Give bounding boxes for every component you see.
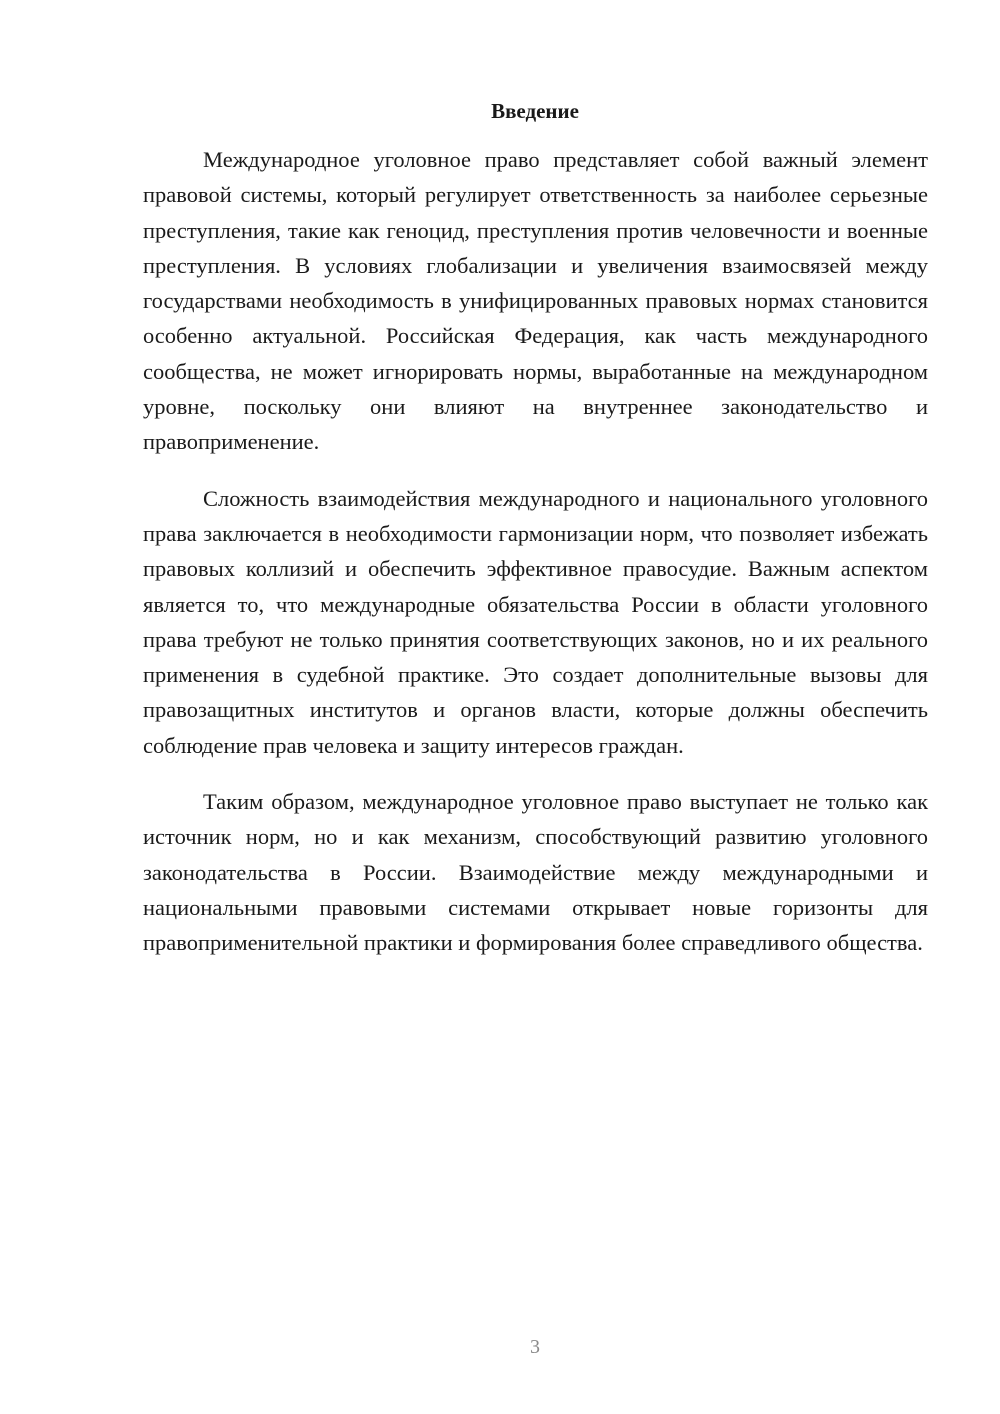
- document-body: [143, 142, 928, 982]
- page-number: 3: [530, 1336, 540, 1358]
- paragraph-3: Таким образом, международное уголовное право выступает не только как источник норм, но и как механизм, способствующий развитию уголовного законодательства в России. Взаимодействие между международными и национальными правовыми системами открывает новые горизонты для правоприменительной практики и формирования более справедливого общества.: [143, 789, 928, 956]
- paragraph-2: Сложность взаимодействия международного и национального уголовного права заключается в необходимости гармонизации норм, что позволяет избежать правовых коллизий и обеспечить эффективное правосудие. Важным аспектом является то, что международные обязательства России в области уголовного права требуют не только принятия соответствующих законов, но и их реального применения в судебной практике. Это создает дополнительные вызовы для правозащитных институтов и органов власти, которые должны обеспечить соблюдение прав человека и защиту интересов граждан.: [143, 485, 928, 758]
- page-title: Введение: [491, 99, 579, 123]
- paragraph-1: Международное уголовное право представляет собой важный элемент правовой системы, который регулирует ответственность за наиболее серьезные преступления, такие как геноцид, преступления против человечности и военные преступления. В условиях глобализации и увеличения взаимосвязей между государствами необходимость в унифицированных правовых нормах становится особенно актуальной. Российская Федерация, как часть международного сообщества, не может игнорировать нормы, выработанные на международном уровне, поскольку они влияют на внутреннее законодательство и правоприменение.: [143, 147, 928, 455]
